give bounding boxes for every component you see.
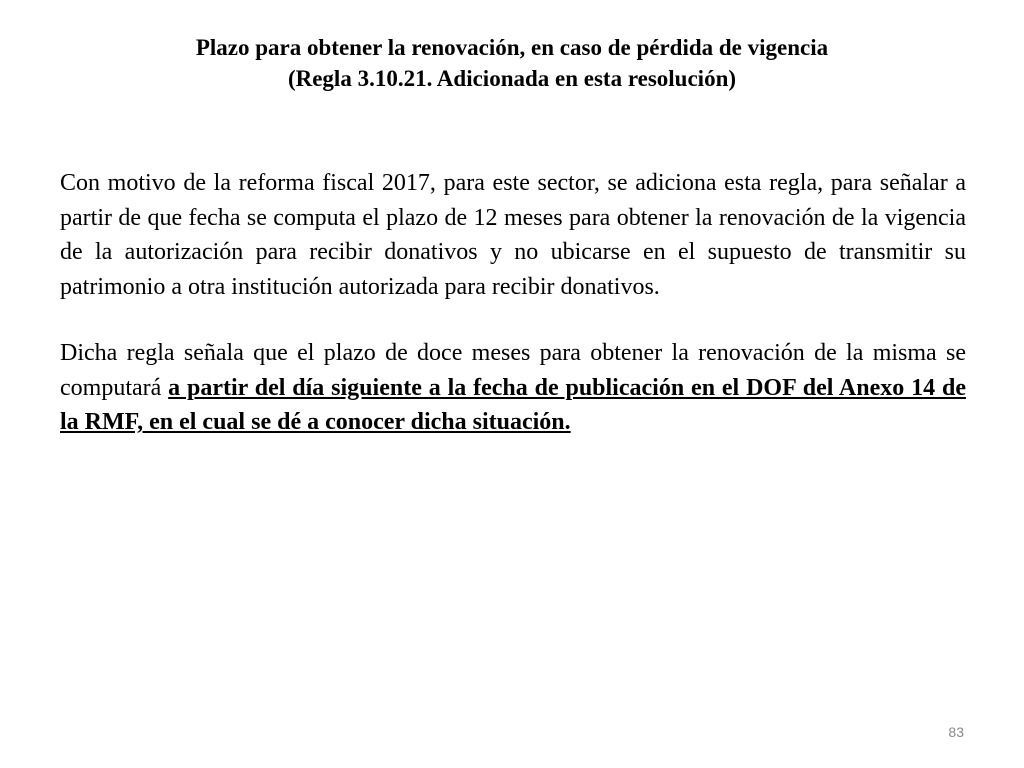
paragraph-2 bbox=[60, 336, 966, 440]
paragraph-2-lead: Dicha regla señala que el plazo de doce meses para obtener la renovación de la misma se computará bbox=[60, 340, 966, 401]
slide-body bbox=[60, 166, 966, 440]
title-line-2: (Regla 3.10.21. Adicionada en esta resolución) bbox=[287, 66, 737, 91]
page-number: 83 bbox=[948, 724, 964, 740]
paragraph-2-emphasis: a partir del día siguiente a la fecha de publicación en el DOF del Anexo 14 de la RMF, en el cual se dé a conocer dicha situación. bbox=[60, 374, 966, 435]
title-line-1: Plazo para obtener la renovación, en caso de pérdida de vigencia bbox=[195, 35, 829, 60]
paragraph-1: Con motivo de la reforma fiscal 2017, para este sector, se adiciona esta regla, para señalar a partir de que fecha se computa el plazo de 12 meses para obtener la renovación de la vigencia de la autorización para recibir donativos y no ubicarse en el supuesto de transmitir su patrimonio a otra institución autorizada para recibir donativos. bbox=[60, 170, 966, 300]
slide-title bbox=[60, 32, 964, 94]
